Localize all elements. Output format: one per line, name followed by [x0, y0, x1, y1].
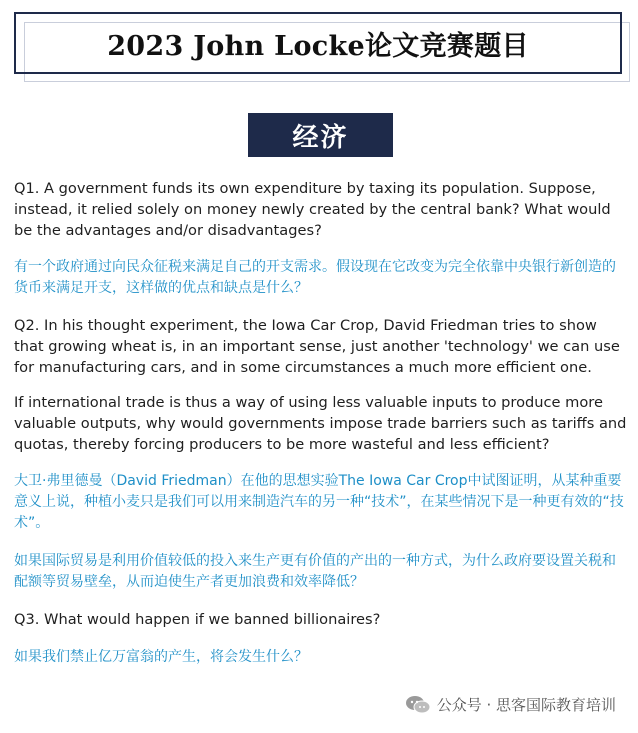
q2-chinese-followup: 如果国际贸易是利用价值较低的投入来生产更有价值的产出的一种方式，为什么政府要设置关税和配额等贸易壁垒，从而迫使生产者更加浪费和效率降低？: [14, 553, 616, 590]
q1-chinese: 有一个政府通过向民众征税来满足自己的开支需求。假设现在它改变为完全依靠中央银行新创造的货币来满足开支，这样做的优点和缺点是什么？: [14, 259, 616, 296]
wechat-icon: [405, 695, 431, 715]
section-label: 经济: [248, 113, 393, 157]
q3-english: Q3. What would happen if we banned billionaires?: [14, 611, 381, 628]
title-frame: [14, 12, 622, 74]
question-list: [14, 178, 628, 668]
q3-chinese: 如果我们禁止亿万富翁的产生，将会发生什么？: [14, 649, 308, 665]
q2-chinese: 大卫·弗里德曼（David Friedman）在他的思想实验The Iowa Car Crop中试图证明，从某种重要意义上说，种植小麦只是我们可以用来制造汽车的另一种“技术”，在某些情况下是一种更有效的“技术”。: [14, 473, 624, 531]
q1-english: Q1. A government funds its own expenditure by taxing its population. Suppose, instead, it relied solely on money newly created by the central bank? What would be the advantages and/or disadvantages?: [14, 180, 611, 239]
q2-english: Q2. In his thought experiment, the Iowa Car Crop, David Friedman tries to show that growing wheat is, in an important sense, just another 'technology' we can use for manufacturing cars, and in some circumstances a much more efficient one.: [14, 317, 620, 376]
watermark-text: 公众号 · 思客国际教育培训: [436, 696, 616, 714]
wechat-watermark: [405, 694, 616, 715]
q2-english-followup: If international trade is thus a way of using less valuable inputs to produce more valuable outputs, why would governments impose trade barriers such as tariffs and quotas, thereby forcing producers to be more wasteful and less efficient?: [14, 394, 627, 453]
page-title: 2023 John Locke论文竞赛题目: [107, 30, 529, 62]
